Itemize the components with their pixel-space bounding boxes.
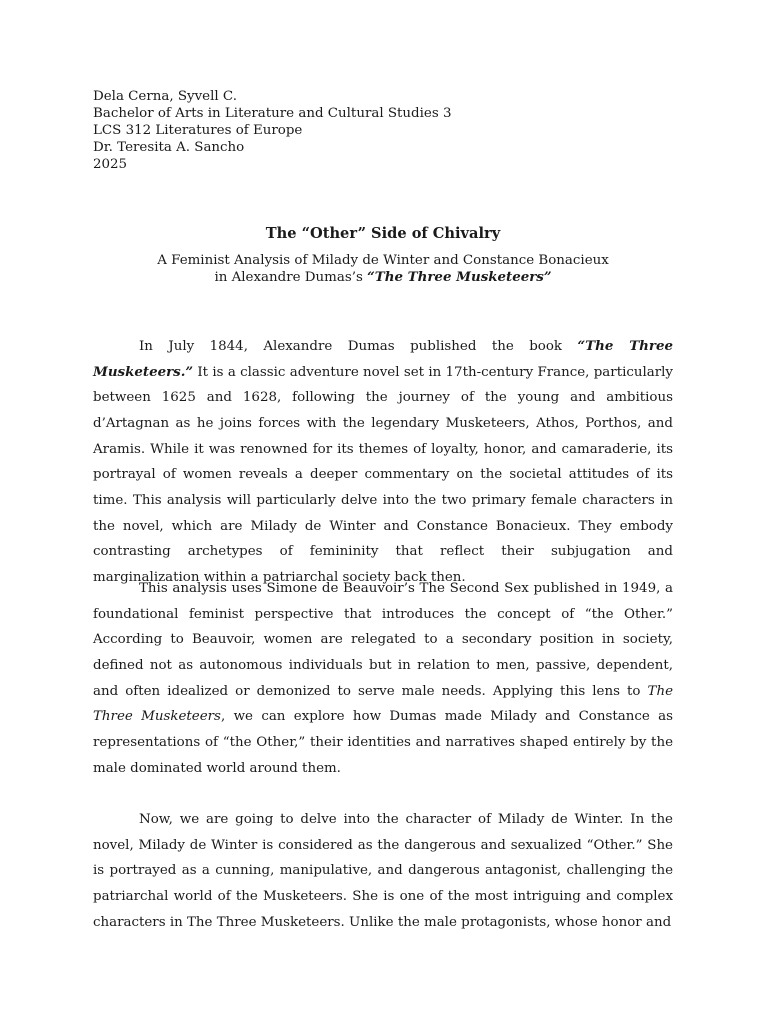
subtitle-line-1: A Feminist Analysis of Milady de Winter and Constance Bonacieux bbox=[157, 253, 609, 268]
p2-text-before: This analysis uses Simone de Beauvoir’s The Second Sex published in 1949, a foundational feminist perspective that introduces the concept of “the Other.” According to Beauvoir, women are relegated to a secondary position in society, defined not as autonomous individuals but in relation to men, passive, dependent, and often idealized or demonized to serve male needs. Applying this lens to bbox=[93, 581, 673, 699]
p2-text-after: , we can explore how Dumas made Milady and Constance as representations of “the Other,” their identities and narratives shaped entirely by the male dominated world around them. bbox=[93, 709, 674, 776]
p2-book-title: The Three Musketeers bbox=[93, 683, 673, 725]
document-title: The “Other” Side of Chivalry bbox=[265, 225, 501, 242]
author-header-block bbox=[93, 88, 673, 173]
paragraph-milady bbox=[93, 807, 673, 935]
p3-text: Now, we are going to delve into the character of Milady de Winter. In the novel, Milady de Winter is considered as the dangerous and sexualized “Other.” She is portrayed as a cunning, manipulative, and dangerous antagonist, challenging the patriarchal world of the Musketeers. She is one of the most intriguing and complex characters in The Three Musketeers. Unlike the male protagonists, whose honor and bbox=[93, 812, 673, 930]
subtitle-line-2-prefix: in Alexandre Dumas’s bbox=[214, 270, 368, 285]
paragraph-theory bbox=[93, 576, 673, 781]
course-name: LCS 312 Literatures of Europe bbox=[93, 123, 303, 138]
instructor-name: Dr. Teresita A. Sancho bbox=[93, 140, 245, 155]
subtitle-book-title: “The Three Musketeers” bbox=[367, 269, 552, 285]
p1-text-after: It is a classic adventure novel set in 17th-century France, particularly between 1625 and 1628, following the journey of the young and ambitious d’Artagnan as he joins forces with the legendary Musketeers, Athos, Porthos, and Aramis. While it was renowned for its themes of loyalty, honor, and camaraderie, its portrayal of women reveals a deeper commentary on the societal attitudes of its time. This analysis will particularly delve into the two primary female characters in the novel, which are Milady de Winter and Constance Bonacieux. They embody contrasting archetypes of femininity that reflect their subjugation and marginalization within a patriarchal society back then. bbox=[93, 364, 673, 585]
p1-text-before: In July 1844, Alexandre Dumas published the book bbox=[139, 339, 578, 354]
author-name: Dela Cerna, Syvell C. bbox=[93, 89, 237, 104]
degree-program: Bachelor of Arts in Literature and Cultural Studies 3 bbox=[93, 106, 452, 121]
paragraph-introduction bbox=[93, 334, 673, 591]
p1-book-title: “The Three Musketeers.” bbox=[93, 338, 673, 380]
document-subtitle bbox=[93, 252, 673, 286]
subtitle-line-2 bbox=[93, 269, 673, 286]
year: 2025 bbox=[93, 157, 128, 172]
